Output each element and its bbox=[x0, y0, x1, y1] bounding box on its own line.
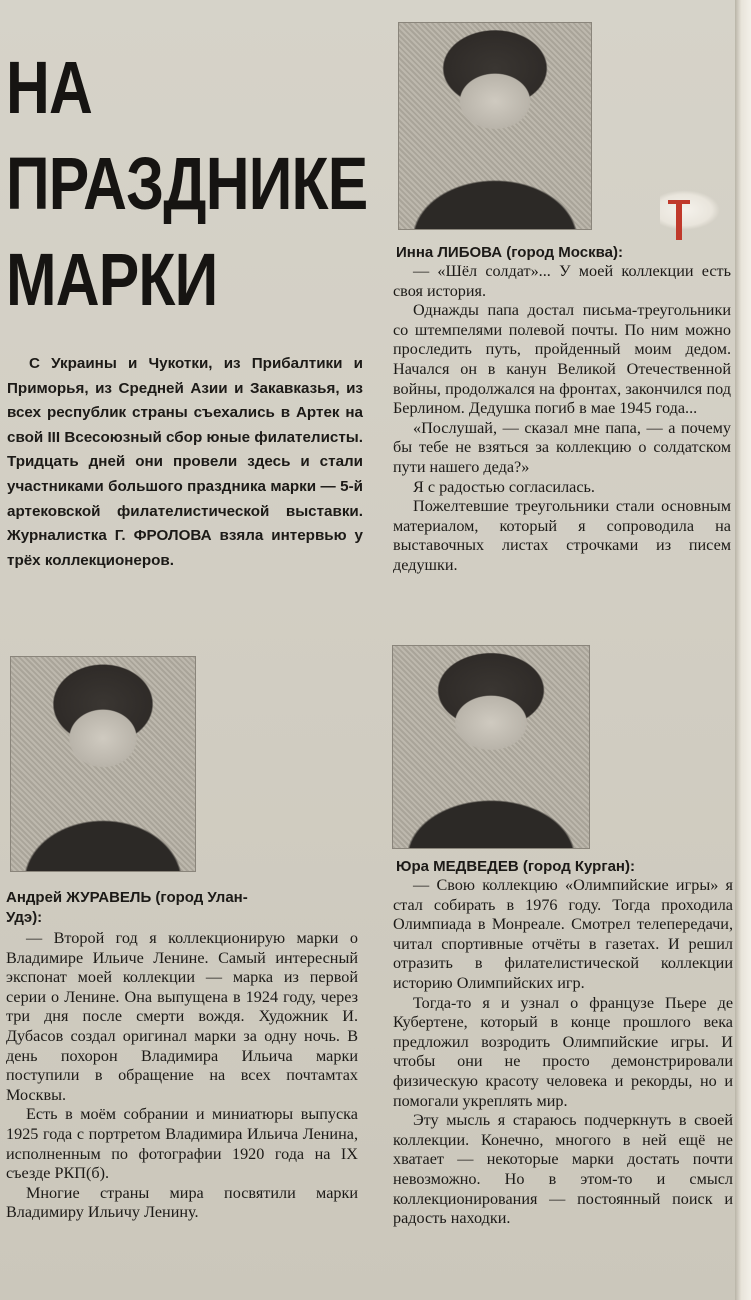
red-pencil-mark-stem bbox=[676, 200, 682, 240]
text-inna bbox=[393, 262, 731, 576]
caption-andrey-line-2: Удэ): bbox=[6, 909, 43, 926]
article-headline bbox=[6, 40, 368, 328]
yura-paragraph: — Свою коллекцию «Олимпийские игры» я стал собирать в 1976 году. Тогда проходила Олимпиада в Монреале. Смотрел телепередачи, читал спортивные отчёты в газетах. И решил отразить в филателистической коллекции историю Олимпийских игр. bbox=[393, 876, 733, 992]
photo-inna-libova bbox=[398, 22, 592, 230]
inna-paragraph: — «Шёл солдат»... У моей коллекции есть своя история. bbox=[393, 262, 731, 300]
text-yura bbox=[393, 876, 733, 1229]
caption-inna: Инна ЛИБОВА (город Москва): bbox=[396, 244, 623, 261]
andrey-paragraph: Многие страны мира посвятили марки Владимиру Ильичу Ленину. bbox=[6, 1183, 358, 1222]
yura-paragraph: Эту мысль я стараюсь подчеркнуть в своей коллекции. Конечно, многого в ней ещё не хватает — некоторые марки достать почти невозможно. Но в этом-то и смысл коллекционирования — постоянный поиск и радость находки. bbox=[393, 1111, 733, 1228]
lead-paragraph: С Украины и Чукотки, из Прибалтики и Приморья, из Средней Азии и Закавказья, из всех республик страны съехались в Артек на свой III Всесоюзный сбор юные филателисты. Тридцать дней они провели здесь и стали участниками большого праздника марки — 5-й артековской филателистической выставки. Журналистка Г. ФРОЛОВА взяла интервью у трёх коллекционеров. bbox=[7, 355, 363, 569]
inna-paragraph: Я с радостью согласилась. bbox=[413, 477, 595, 496]
yura-paragraph: Тогда-то я и узнал о французе Пьере де Кубертене, который в конце прошлого века предложил возродить Олимпийские игры. И чтобы они не просто демонстрировали физическую красоту человека и рекорды, но и помогали укреплять мир. bbox=[393, 993, 733, 1110]
photo-yura-medvedev bbox=[392, 645, 590, 849]
page-edge bbox=[735, 0, 751, 1300]
inna-paragraph: «Послушай, — сказал мне папа, — а почему бы тебе не взяться за коллекцию о солдатском пути нашего деда?» bbox=[393, 418, 731, 476]
andrey-paragraph: — Второй год я коллекционирую марки о Владимире Ильиче Ленине. Самый интересный экспонат моей коллекции — марка из первой серии о Ленине. Она выпущена в 1924 году, через три дня после смерти вождя. Художник И. Дубасов создал оригинал марки за одну ночь. В день похорон Владимира Ильича марки поступили в обращение на всех почтамтах Москвы. bbox=[6, 929, 358, 1104]
headline-line-2: ПРАЗДНИКЕ bbox=[6, 142, 368, 225]
headline-line-1: НА bbox=[6, 46, 93, 129]
andrey-paragraph: Есть в моём собрании и миниатюры выпуска 1925 года с портретом Владимира Ильича Ленина, исполненным по фотографии 1920 года на IX съезде РКП(б). bbox=[6, 1105, 358, 1183]
paper-tear bbox=[660, 190, 720, 230]
text-andrey bbox=[6, 929, 358, 1223]
caption-andrey-line-1: Андрей ЖУРАВЕЛЬ (город Улан- bbox=[6, 889, 248, 906]
headline-line-3: МАРКИ bbox=[6, 238, 218, 321]
inna-paragraph: Однажды папа достал письма-треугольники со штемпелями полевой почты. По ним можно проследить путь, пройденный моим дедом. Начался он в канун Великой Отечественной войны, продолжался на фронтах, закончился под Берлином. Дедушка погиб в мае 1945 года... bbox=[393, 301, 731, 418]
caption-yura: Юра МЕДВЕДЕВ (город Курган): bbox=[396, 858, 635, 875]
inna-paragraph: Пожелтевшие треугольники стали основным материалом, который я сопроводила на выставочных листах строчками из писем дедушки. bbox=[393, 497, 731, 574]
photo-andrey-zhuravel bbox=[10, 656, 196, 872]
